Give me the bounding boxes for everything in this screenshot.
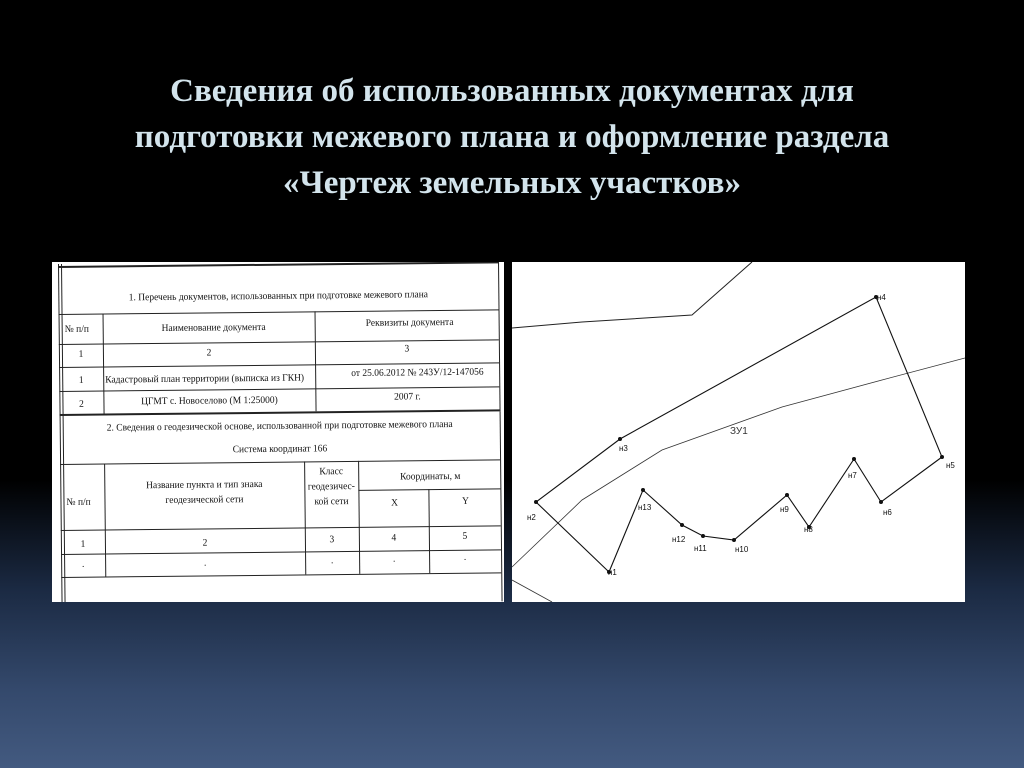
- section2-title: 2. Сведения о геодезической основе, использованной при подготовке межевого плана: [106, 419, 453, 434]
- label-n11: н11: [694, 544, 707, 553]
- section2-row-num: .: [81, 559, 85, 571]
- point-n6: [879, 500, 883, 504]
- slide-title: [40, 68, 984, 206]
- section2-header-coords: Координаты, м: [400, 471, 461, 483]
- point-n5: [940, 455, 944, 459]
- section2-header-name-1: Название пункта и тип знака: [146, 479, 263, 492]
- section1-header-name: Наименование документа: [161, 322, 266, 335]
- parcel-drawing-image: [512, 262, 965, 602]
- parcel-label: ЗУ1: [730, 426, 748, 437]
- section2-header-x: X: [391, 498, 399, 509]
- label-n13: н13: [638, 503, 652, 512]
- section1-num-3: 3: [404, 344, 410, 355]
- section1-row2-name: ЦГМТ с. Новоселово (М 1:25000): [141, 395, 278, 408]
- label-n5: н5: [946, 461, 955, 470]
- label-n8: н8: [804, 525, 813, 534]
- title-line-2: подготовки межевого плана и оформление раздела: [134, 119, 890, 155]
- point-n10: [732, 538, 736, 542]
- label-n3: н3: [619, 444, 628, 453]
- section1-header-num: № п/п: [64, 324, 89, 336]
- section2-row-x: .: [392, 554, 396, 565]
- section2-header-num: № п/п: [66, 497, 91, 509]
- section2-num-2: 2: [202, 538, 208, 549]
- point-n9: [785, 493, 789, 497]
- section2-num-3: 3: [329, 534, 335, 546]
- title-line-1: Сведения об использованных документах для: [170, 73, 854, 109]
- section2-header-y: Y: [462, 496, 470, 508]
- section2-subtitle: Система координат 166: [232, 443, 328, 456]
- label-n4: н4: [877, 293, 886, 302]
- label-n12: н12: [672, 535, 686, 544]
- section2-header-class-3: кой сети: [314, 496, 349, 508]
- documents-form-table: [58, 262, 502, 602]
- point-n7: [852, 457, 856, 461]
- section1-row1-details: от 25.06.2012 № 243У/12-147056: [351, 367, 484, 380]
- section2-num-4: 4: [391, 533, 397, 544]
- parcel-drawing-svg: [512, 262, 965, 602]
- section2-row-name: .: [203, 558, 207, 569]
- section1-row1-name: Кадастровый план территории (выписка из ГКН): [105, 373, 305, 386]
- documents-form-image: [52, 262, 504, 602]
- section2-header-name-2: геодезической сети: [165, 494, 244, 507]
- section1-num-2: 2: [206, 348, 212, 359]
- point-n13: [641, 488, 645, 492]
- label-n1: н1: [608, 568, 617, 577]
- section2-row-y: .: [463, 552, 467, 564]
- point-n2: [534, 500, 538, 504]
- section1-num-1: 1: [78, 349, 84, 361]
- label-n10: н10: [735, 545, 749, 554]
- title-line-3: «Чертеж земельных участков»: [283, 165, 741, 201]
- neighbor-boundary-bottom: [512, 580, 552, 602]
- section1-header-details: Реквизиты документа: [365, 317, 454, 330]
- section2-header-class-1: Класс: [319, 466, 344, 478]
- point-n12: [680, 523, 684, 527]
- section1-title: 1. Перечень документов, использованных при подготовке межевого плана: [128, 289, 429, 304]
- point-n11: [701, 534, 705, 538]
- section2-header-class-2: геодезичес-: [307, 481, 355, 493]
- label-n9: н9: [780, 505, 789, 514]
- section1-row2-details: 2007 г.: [394, 391, 421, 403]
- neighbor-boundary-top: [512, 262, 752, 328]
- label-n6: н6: [883, 508, 892, 517]
- section2-row-class: .: [330, 555, 334, 567]
- section2-num-1: 1: [80, 539, 86, 551]
- section2-num-5: 5: [462, 531, 468, 543]
- label-n7: н7: [848, 471, 857, 480]
- point-n3: [618, 437, 622, 441]
- label-n2: н2: [527, 513, 536, 522]
- section1-row1-num: 1: [78, 375, 84, 387]
- section1-row2-num: 2: [79, 399, 84, 411]
